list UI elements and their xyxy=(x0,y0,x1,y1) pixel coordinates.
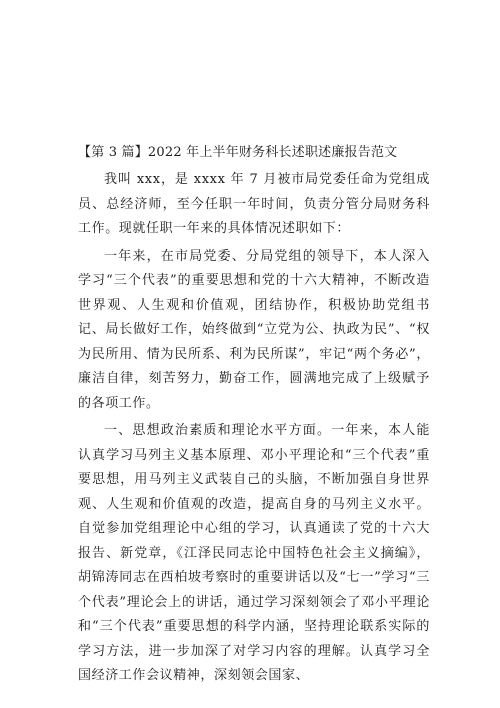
document-body xyxy=(78,142,430,692)
document-heading: 【第 3 篇】2022 年上半年财务科长述职述廉报告范文 xyxy=(78,145,398,160)
paragraph-overview: 一年来，在市局党委、分局党组的领导下，本人深入学习“三个代表”的重要思想和党的十六大精神，不断改造世界观、人生观和价值观，团结协作，积极协助党组书记、局长做好工作，始终做到“立党为公、执政为民”、“权为民所用、情为民所系、利为民所谋”，牢记“两个务必”，廉洁自律，刻苦努力，勤奋工作，圆满地完成了上级赋予的各项工作。 xyxy=(78,248,430,411)
paragraph-intro: 我叫 xxx，是 xxxx 年 7 月被市局党委任命为党组成员、总经济师，至今任职一年时间，负责分管分局财务科工作。现就任职一年来的具体情况述职如下： xyxy=(78,172,430,236)
paragraph-political-study: 一、思想政治素质和理论水平方面。一年来，本人能认真学习马列主义基本原理、邓小平理论和“三个代表”重要思想，用马列主义武装自己的头脑，不断加强自身世界观、人生观和价值观的改造，提高自身的马列主义水平。自觉参加党组理论中心组的学习，认真通读了党的十六大报告、新党章，《江泽民同志论中国特色社会主义摘编》，胡锦涛同志在西柏坡考察时的重要讲话以及“七一”学习“三个代表”理论会上的讲话，通过学习深刻领会了邓小平理论和“三个代表”重要思想的科学内涵，坚持理论联系实际的学习方法，进一步加深了对学习内容的理解。认真学习全国经济工作会议精神，深刻领会国家、 xyxy=(78,423,430,683)
